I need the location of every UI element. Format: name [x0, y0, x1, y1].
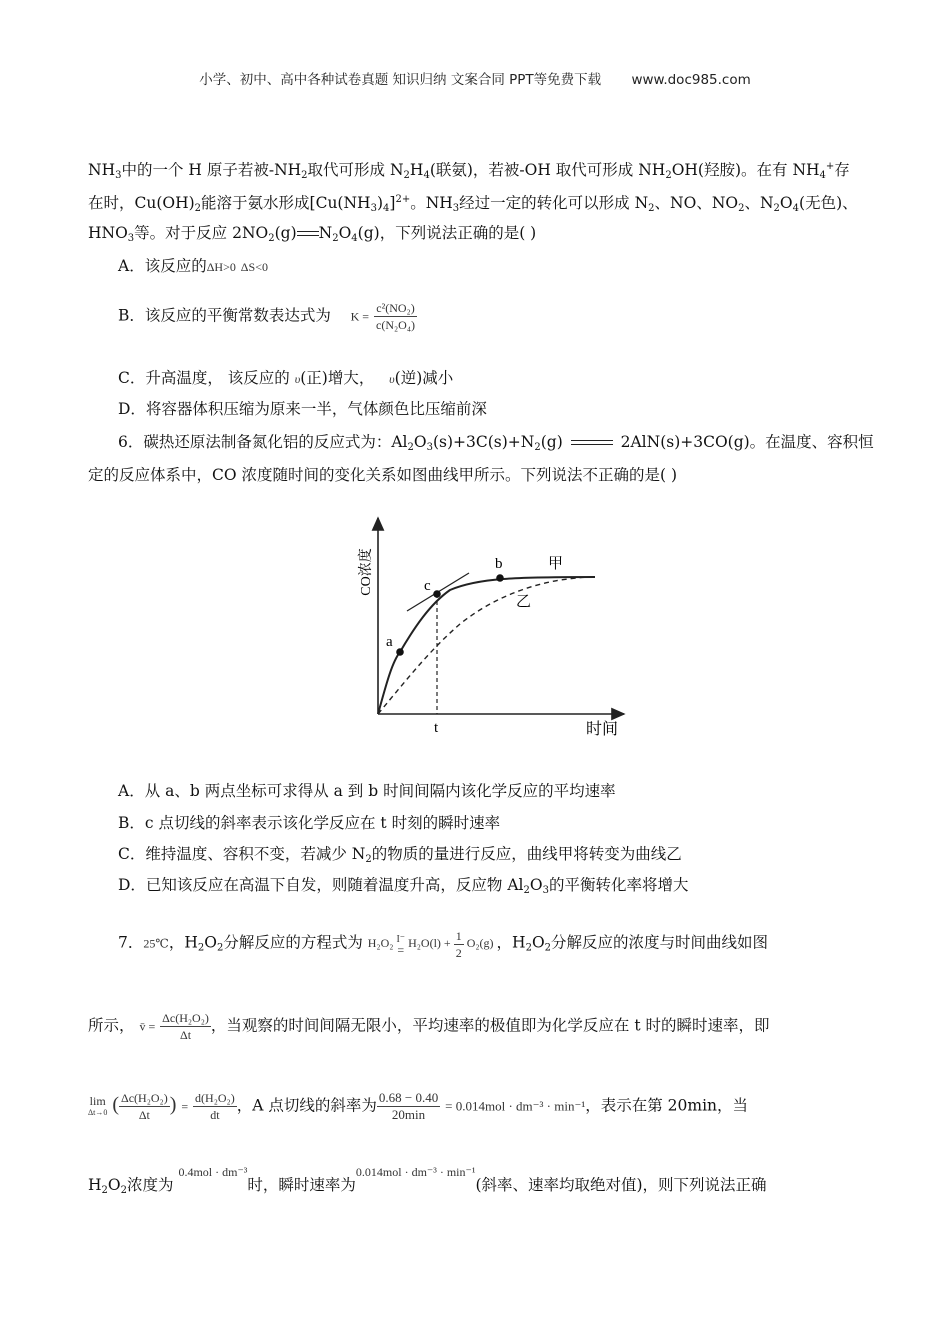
- label-yi: 乙: [516, 594, 532, 610]
- label-c: c: [424, 578, 431, 594]
- equilibrium-arrow-icon: [568, 438, 616, 448]
- decomposition-equation: H₂O₂ I⁻ = H₂O(l) + $\frac{1}{2}$ O₂(g): [367, 929, 494, 960]
- q7-line-2: 所示， v̄ = $\frac{\text{Δc(H₂O₂)}}{\Delta t}$ ，当观察的时间间隔无限小，平均速率的极值即为化学反应在 t 时的瞬时速率，即: [88, 1011, 770, 1042]
- q5-option-c: C．升高温度， 该反应的 υ(正)增大， υ(逆)减小: [118, 369, 454, 387]
- q7-line-4: $H_2O_2$浓度为 $^{0.4mol \cdot dm^{-3}}$时，瞬时速率为$^{0.014mol \cdot dm^{-3} \cdot min^{-1}}$(斜率、速率均取绝对值)，则下列说法正确: [88, 1165, 767, 1196]
- q5-option-a: A．该反应的ΔH>0 ΔS<0: [118, 257, 268, 275]
- q6-option-d: D．已知该反应在高温下自发，则随着温度升高，反应物 $Al_2O_3$的平衡转化率将增大: [118, 876, 689, 896]
- q6-option-c: C．维持温度、容积不变，若减少 $N_2$的物质的量进行反应，曲线甲将转变为曲线乙: [118, 845, 682, 865]
- x-axis-label: 时间: [586, 721, 619, 738]
- label-jia: 甲: [548, 556, 564, 572]
- y-axis-label: CO浓度: [359, 548, 374, 596]
- label-a: a: [386, 634, 393, 650]
- q6-option-b: B．c 点切线的斜率表示该化学反应在 t 时刻的瞬时速率: [118, 814, 501, 832]
- co-concentration-chart: [340, 510, 640, 740]
- q7-line-1: 7．25℃，$H_2O_2$分解反应的方程式为 H₂O₂ I⁻ = H₂O(l) + $\frac{1}{2}$ O₂(g) ，$H_2O_2$分解反应的浓度与时间曲线如图: [118, 929, 769, 960]
- header-site[interactable]: www.doc985.com: [631, 72, 751, 88]
- equilibrium-arrow-icon: [297, 229, 319, 239]
- point-b: [496, 574, 504, 582]
- point-a: [396, 648, 404, 656]
- q6-stem-line-2: 定的反应体系中，CO 浓度随时间的变化关系如图曲线甲所示。下列说法不正确的是( ): [88, 466, 678, 484]
- q6-option-a: A．从 a、b 两点坐标可求得从 a 到 b 时间间隔内该化学反应的平均速率: [118, 782, 616, 800]
- intro-line-2: 在时，$Cu(OH)_2$能溶于氨水形成$[Cu(NH_3)_4]^{2+}$。$NH_3$经过一定的转化可以形成 $N_2$、NO、$NO_2$、$N_2O_4$(无色)、: [88, 194, 858, 214]
- point-c: [433, 590, 441, 598]
- curve-jia: [378, 577, 595, 714]
- header-text: 小学、初中、高中各种试卷真题 知识归纳 文案合同 PPT等免费下载: [199, 72, 602, 88]
- limit-expression: lim Δt→0: [88, 1093, 108, 1117]
- page-header: [0, 68, 950, 88]
- q6-stem-line-1: 6．碳热还原法制备氮化铝的反应式为：$Al_2O_3(s)+3C(s)+N_2(g)$ 2AlN(s)+3CO(g)。在温度、容积恒: [118, 433, 874, 453]
- avg-rate-fraction: $\frac{\text{Δc(H₂O₂)}}{\Delta t}$: [162, 1011, 209, 1042]
- intro-line-3: $HNO_3$等。对于反应 $2NO_2(g)$ $N_2O_4(g)$，下列说法正确的是( ): [88, 224, 537, 244]
- label-b: b: [495, 556, 503, 572]
- x-tick-t: t: [434, 720, 439, 736]
- intro-line-1: $NH_3$中的一个 H 原子若被$-NH_2$取代可形成 $N_2H_4$(联氨)，若被-OH 取代可形成 $NH_2OH$(羟胺)。在有 $NH_4^+$存: [88, 161, 850, 181]
- q5-option-b: B．该反应的平衡常数表达式为 K = $\frac{\text{c²(NO₂)}}{\text{c(N₂O₄)}}$: [118, 301, 416, 332]
- q7-line-3: lim Δt→0 ( $\frac{\text{Δc(H₂O₂)}}{\Delta t}$ ) = $\frac{\text{d(H₂O₂)}}{dt}$ ，A 点切线的斜率为 $\frac{0.68 - 0.40}{20\min}$ = 0.014mol · dm⁻³ · min⁻¹，表示在第 20min，当: [88, 1090, 749, 1122]
- q5-option-d: D．将容器体积压缩为原来一半，气体颜色比压缩前深: [118, 400, 487, 418]
- curve-yi: [378, 577, 595, 714]
- k-fraction: $\frac{\text{c²(NO₂)}}{\text{c(N₂O₄)}}$: [376, 301, 416, 332]
